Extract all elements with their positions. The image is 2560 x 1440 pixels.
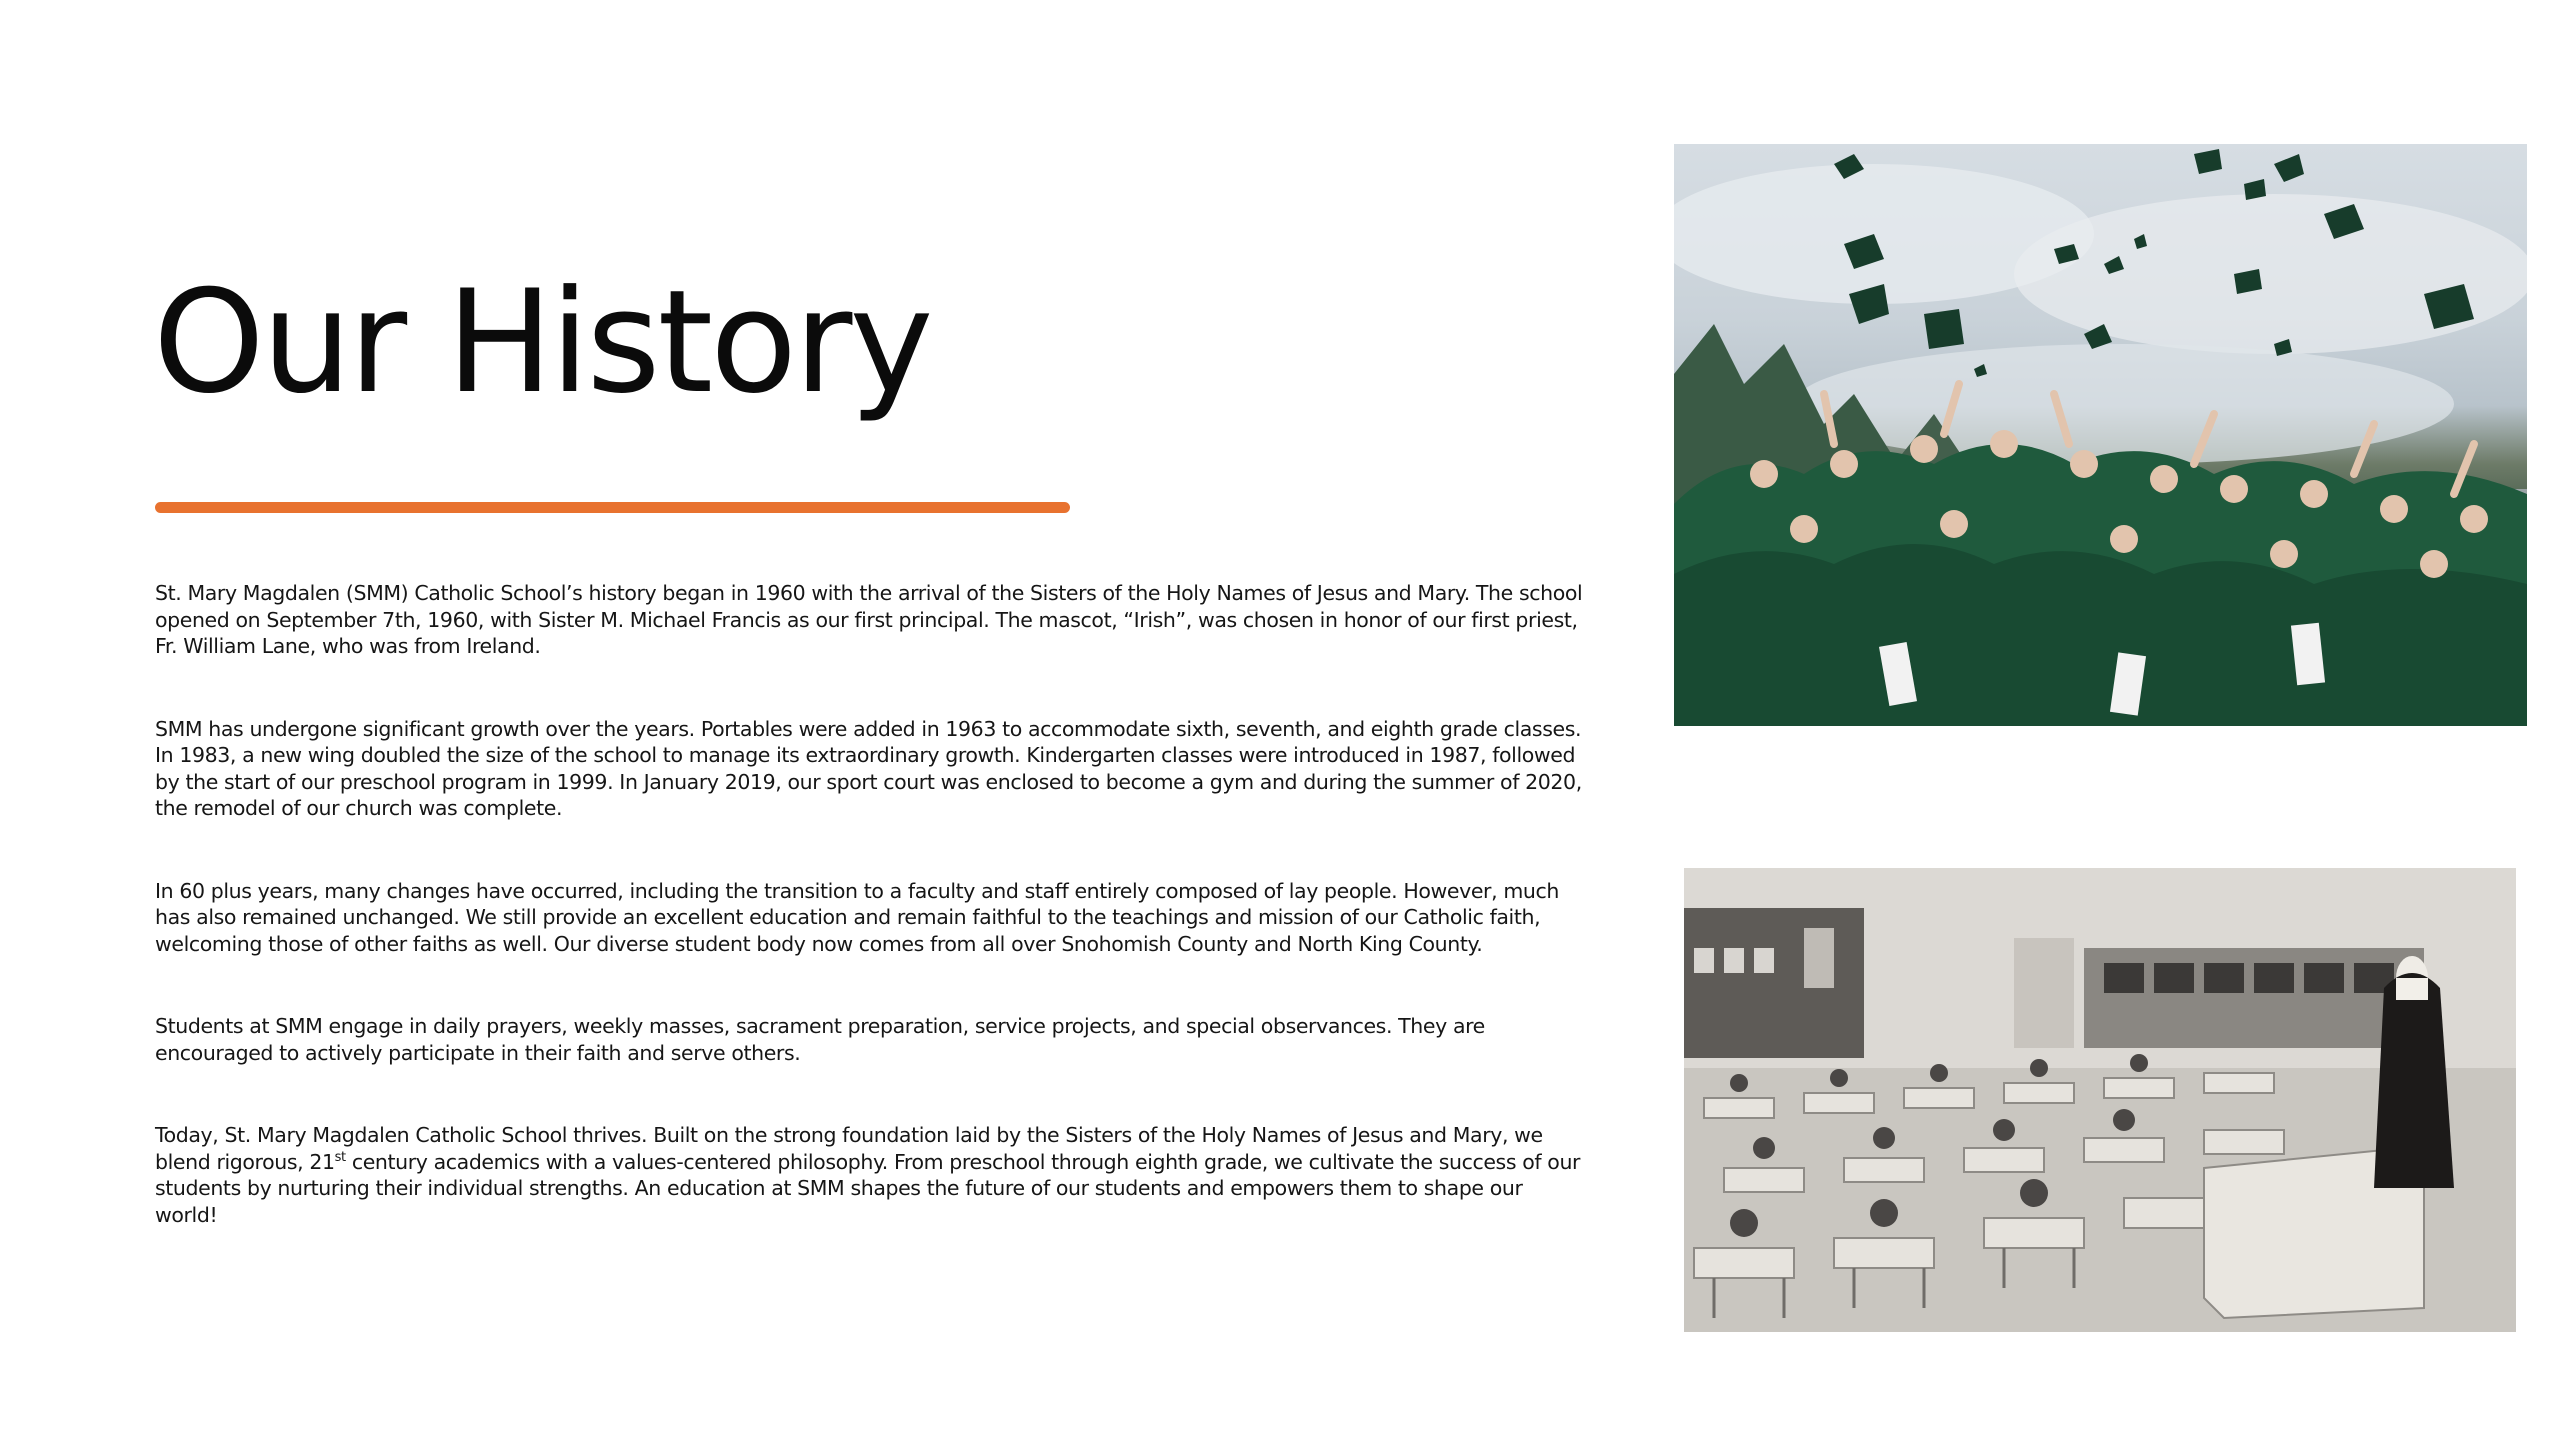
paragraph-today-part1: Today, St. Mary Magdalen Catholic School thrives. Built on the strong foundation laid by the Sisters of the Holy Names of Jesus and Mary, we blend rigorous, 21 [155, 1123, 1543, 1174]
classroom-photo-drawing [1684, 868, 2516, 1332]
paragraph-today [155, 1122, 1585, 1228]
title-accent-rule [155, 502, 1070, 513]
paragraph-growth: SMM has undergone significant growth over the years. Portables were added in 1963 to accommodate sixth, seventh, and eighth grade classes. In 1983, a new wing doubled the size of the school to manage its extraordinary growth. Kindergarten classes were introduced in 1987, followed by the start of our preschool program in 1999. In January 2019, our sport court was enclosed to become a gym and during the summer of 2020, the remodel of our church was complete. [155, 716, 1582, 820]
history-body [155, 580, 1585, 1284]
graduation-photo-drawing [1674, 144, 2527, 726]
slide-title: Our History [153, 260, 931, 425]
paragraph-changes: In 60 plus years, many changes have occurred, including the transition to a faculty and staff entirely composed of lay people. However, much has also remained unchanged. We still provide an excellent education and remain faithful to the teachings and mission of our Catholic faith, welcoming those of other faiths as well. Our diverse student body now comes from all over Snohomish County and North King County. [155, 878, 1559, 956]
classroom-photo [1684, 868, 2516, 1332]
paragraph-today-part2: century academics with a values-centered philosophy. From preschool through eighth grade, we cultivate the success of our students by nurturing their individual strengths. An education at SMM shapes the future of our students and empowers them to shape our world! [155, 1149, 1581, 1227]
ordinal-suffix: st [334, 1149, 346, 1165]
paragraph-faith-life: Students at SMM engage in daily prayers, weekly masses, sacrament preparation, service projects, and special observances. They are encouraged to actively participate in their faith and serve others. [155, 1014, 1485, 1065]
paragraph-founding: St. Mary Magdalen (SMM) Catholic School’s history began in 1960 with the arrival of the Sisters of the Holy Names of Jesus and Mary. The school opened on September 7th, 1960, with Sister M. Michael Francis as our first principal. The mascot, “Irish”, was chosen in honor of our first priest, Fr. William Lane, who was from Ireland. [155, 581, 1583, 658]
graduation-photo [1674, 144, 2527, 726]
